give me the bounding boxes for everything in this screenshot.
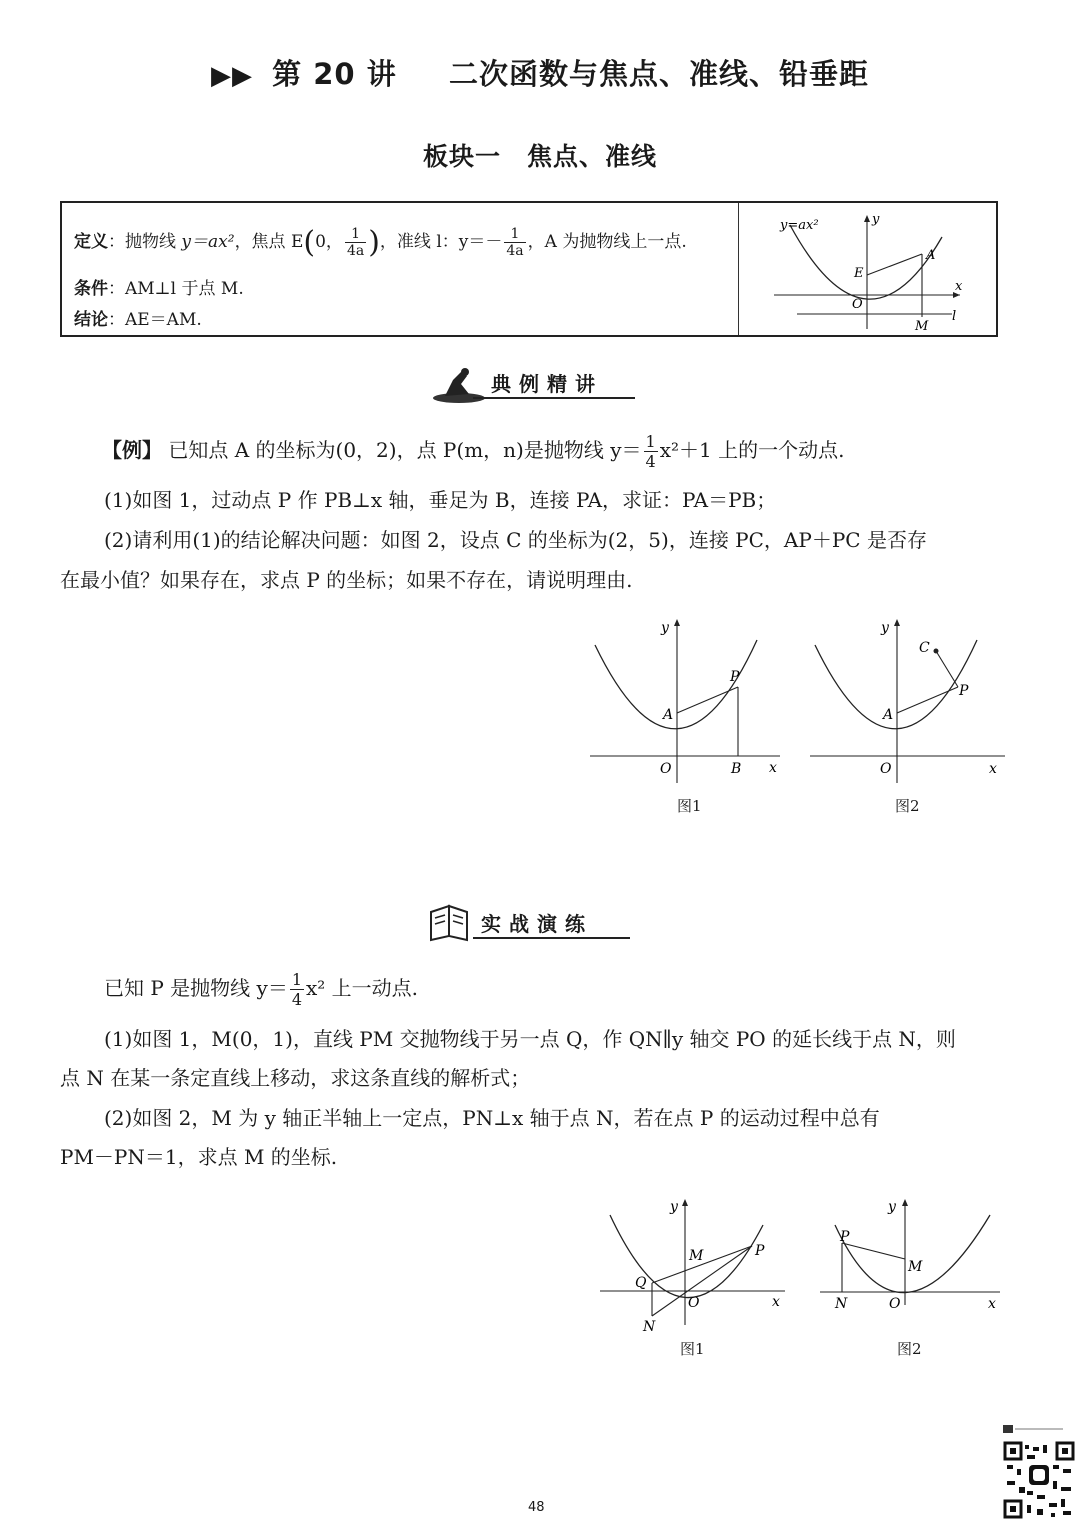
point-a-label: A	[663, 707, 674, 723]
parabola-curve	[835, 1215, 990, 1293]
x-axis-label: x	[989, 761, 997, 777]
fraction	[504, 226, 525, 259]
practice-badge	[425, 898, 635, 946]
lecture-title: 二次函数与焦点、准线、铅垂距	[448, 57, 869, 91]
y-axis-label: y	[881, 620, 889, 636]
x-axis-label: x	[955, 279, 963, 294]
y-axis-label: y	[661, 620, 669, 636]
segment-ae	[867, 254, 922, 275]
condition-text: ：AM⊥l 于点 M.	[108, 279, 244, 299]
origin-label: O	[688, 1295, 700, 1311]
segment-pm	[842, 1243, 905, 1259]
example-badge-label: 典例精讲	[491, 372, 603, 396]
point-a-label: A	[883, 707, 894, 723]
point-q-label: Q	[635, 1275, 647, 1291]
x-axis-label: x	[772, 1294, 780, 1310]
point-c-label: C	[919, 640, 930, 656]
conclusion-line	[74, 305, 202, 330]
point-p-label: P	[840, 1229, 850, 1245]
y-axis-arrow-icon	[864, 215, 870, 222]
point-n-label: N	[643, 1319, 656, 1335]
definition-line	[74, 225, 687, 260]
example-line-1	[102, 432, 844, 471]
example-tag: 【例】	[102, 438, 162, 462]
fraction-numerator: 1	[345, 226, 366, 243]
point-m-label: M	[908, 1259, 923, 1275]
point-e-label: E	[854, 266, 864, 281]
fraction-denominator: 4	[291, 990, 303, 1009]
fraction-numerator: 1	[504, 226, 525, 243]
y-axis-label: y	[872, 212, 880, 227]
page-number: 48	[528, 1500, 545, 1515]
x-axis-label: x	[988, 1296, 996, 1312]
curve-label: y=ax²	[780, 218, 819, 233]
fraction	[345, 226, 366, 259]
definition-text: ，准线 l：y＝－	[379, 232, 503, 252]
parabola-curve	[790, 225, 942, 299]
point-c-dot	[934, 649, 939, 654]
fraction-denominator: 4a	[346, 243, 365, 259]
parabola-curve	[815, 640, 977, 729]
origin-label: O	[880, 761, 892, 777]
point-a-label: A	[926, 248, 936, 263]
example-line-4: 在最小值？如果存在，求点 P 的坐标；如果不存在，请说明理由.	[60, 568, 633, 592]
focus-coordinate: 0，	[315, 232, 343, 252]
definition-text: ，焦点 E	[234, 232, 304, 252]
figure-caption: 图2	[897, 1340, 922, 1358]
point-n-label: N	[835, 1296, 848, 1312]
example-figure-2	[805, 615, 1010, 790]
example-text: 已知点 A 的坐标为(0，2)，点 P(m，n)是抛物线 y＝	[168, 438, 642, 462]
parabola-equation: y＝ax²	[181, 232, 235, 252]
segment-pa	[677, 687, 738, 713]
page-title	[0, 52, 1080, 93]
fraction-denominator: 4a	[506, 243, 524, 259]
double-arrow-icon: ▶▶	[211, 61, 254, 91]
practice-line-4: (2)如图 2，M 为 y 轴正半轴上一定点，PN⊥x 轴于点 N，若在点 P 的运动过程中总有	[104, 1106, 880, 1130]
y-axis-arrow-icon	[902, 1199, 908, 1206]
fraction-numerator: 1	[291, 970, 303, 989]
figure-caption: 图1	[677, 797, 702, 815]
practice-line-5: PM－PN＝1，求点 M 的坐标.	[60, 1145, 338, 1169]
conclusion-label: 结论	[74, 310, 108, 330]
point-m-label: M	[915, 319, 929, 334]
definition-graph	[752, 207, 992, 335]
point-p-label: P	[755, 1243, 765, 1259]
section-title: 板块一 焦点、准线	[422, 142, 657, 171]
conclusion-text: ：AE＝AM.	[108, 310, 202, 330]
fraction-numerator: 1	[645, 432, 656, 451]
practice-line-2: (1)如图 1，M(0，1)，直线 PM 交抛物线于另一点 Q，作 QN∥y 轴交 PO 的延长线于点 N，则	[104, 1027, 956, 1051]
origin-label: O	[852, 297, 863, 312]
practice-line-1	[104, 970, 418, 1009]
y-axis-arrow-icon	[894, 619, 900, 626]
practice-text: x² 上一动点.	[306, 976, 419, 1000]
definition-label: 定义	[74, 232, 108, 252]
definition-text: ：抛物线	[108, 232, 182, 252]
y-axis-arrow-icon	[674, 619, 680, 626]
lecture-number: 第 20 讲	[272, 57, 397, 91]
practice-figure-1	[595, 1195, 795, 1335]
practice-figure-2	[815, 1195, 1005, 1335]
condition-label: 条件	[74, 279, 108, 299]
origin-label: O	[889, 1296, 901, 1312]
figure-caption: 图2	[895, 797, 920, 815]
practice-badge-label: 实战演练	[481, 912, 593, 936]
figure-caption: 图1	[680, 1340, 705, 1358]
qr-code-icon	[1003, 1425, 1075, 1520]
point-p-label: P	[730, 669, 740, 685]
fraction	[644, 432, 658, 471]
practice-text: 已知 P 是抛物线 y＝	[104, 976, 288, 1000]
definition-box	[60, 201, 998, 337]
practice-line-3: 点 N 在某一条定直线上移动，求这条直线的解析式；	[60, 1066, 531, 1090]
fraction-denominator: 4	[645, 452, 656, 471]
fraction	[290, 970, 304, 1009]
point-p-label: P	[959, 683, 969, 699]
point-b-label: B	[731, 761, 742, 777]
example-line-2: (1)如图 1，过动点 P 作 PB⊥x 轴，垂足为 B，连接 PA，求证：PA＝PB；	[104, 488, 777, 512]
example-badge	[425, 362, 635, 410]
point-m-label: M	[689, 1248, 704, 1264]
condition-line	[74, 274, 244, 299]
example-text: x²＋1 上的一个动点.	[659, 438, 845, 462]
paren-left: (	[303, 225, 316, 260]
example-figure-1	[585, 615, 785, 790]
directrix-label: l	[952, 309, 957, 324]
example-line-3: (2)请利用(1)的结论解决问题：如图 2，设点 C 的坐标为(2，5)，连接 PC，AP＋PC 是否存	[104, 528, 927, 552]
segment-pc	[936, 651, 958, 687]
y-axis-label: y	[670, 1199, 678, 1215]
parabola-curve	[610, 1215, 763, 1298]
y-axis-arrow-icon	[682, 1199, 688, 1206]
y-axis-label: y	[888, 1199, 896, 1215]
paren-right: )	[368, 225, 380, 260]
segment-ap	[897, 687, 958, 713]
box-divider	[738, 203, 739, 335]
x-axis-label: x	[769, 760, 777, 776]
origin-label: O	[660, 761, 672, 777]
definition-text: ，A 为抛物线上一点.	[527, 232, 687, 252]
